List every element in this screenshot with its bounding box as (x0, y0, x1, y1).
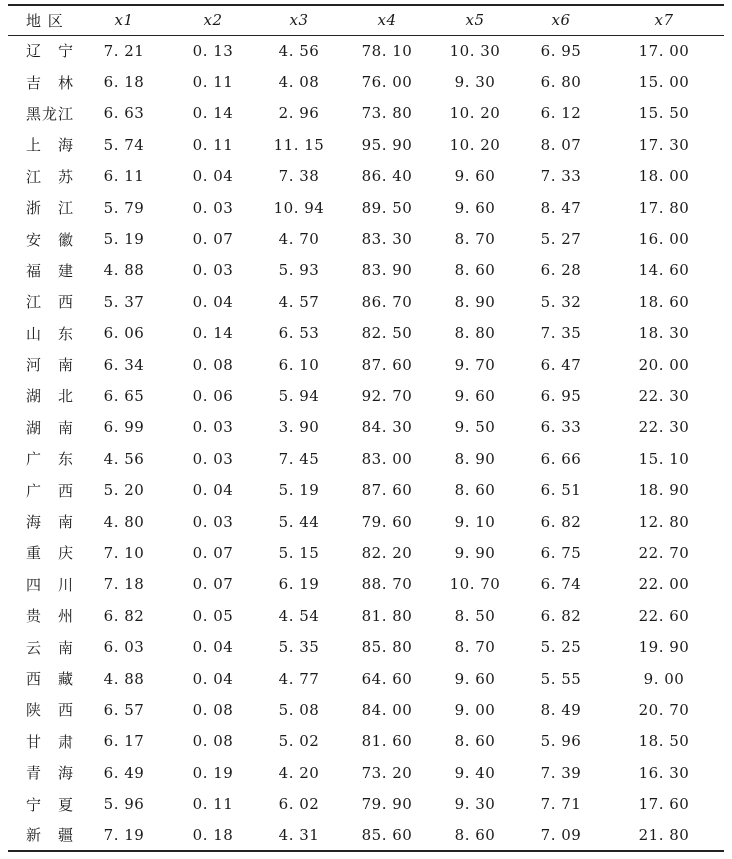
cell-x3: 5. 94 (278, 386, 320, 405)
cell-x7: 15. 10 (638, 449, 690, 468)
cell-x4: 87. 60 (361, 355, 413, 374)
cell-x4: 76. 00 (361, 73, 413, 92)
cell-x5: 9. 60 (454, 669, 496, 688)
cell-x3: 11. 15 (273, 135, 325, 154)
cell-x7: 18. 30 (638, 324, 690, 343)
cell-x1: 6. 34 (103, 355, 145, 374)
cell-x7: 17. 60 (638, 795, 690, 814)
cell-x3: 5. 15 (278, 543, 320, 562)
cell-x2: 0. 07 (192, 575, 234, 594)
cell-x1: 5. 74 (103, 135, 145, 154)
cell-x1: 7. 10 (103, 543, 145, 562)
cell-x1: 5. 96 (103, 795, 145, 814)
cell-region: 云 南 (26, 638, 75, 657)
cell-x5: 8. 50 (454, 606, 496, 625)
cell-x3: 5. 19 (278, 481, 320, 500)
table-row (8, 474, 724, 505)
cell-x7: 22. 30 (638, 418, 690, 437)
cell-x3: 5. 02 (278, 732, 320, 751)
table-row (8, 35, 724, 66)
cell-x6: 6. 47 (540, 355, 582, 374)
table-row (8, 255, 724, 286)
cell-x7: 22. 00 (638, 575, 690, 594)
cell-x7: 21. 80 (638, 825, 690, 844)
cell-region: 宁 夏 (26, 795, 75, 814)
cell-region: 辽 宁 (26, 42, 75, 61)
cell-x2: 0. 04 (192, 669, 234, 688)
table-row (8, 569, 724, 600)
cell-x5: 9. 60 (454, 386, 496, 405)
cell-x7: 15. 50 (638, 104, 690, 123)
cell-x3: 6. 53 (278, 324, 320, 343)
table-row (8, 286, 724, 317)
cell-x7: 20. 00 (638, 355, 690, 374)
cell-x6: 6. 33 (540, 418, 582, 437)
cell-region: 江 西 (26, 293, 75, 312)
cell-x4: 86. 40 (361, 167, 413, 186)
cell-x5: 8. 90 (454, 292, 496, 311)
table-row (8, 318, 724, 349)
cell-x1: 4. 88 (103, 669, 145, 688)
column-header-x2: x2 (203, 11, 223, 30)
cell-x5: 9. 60 (454, 167, 496, 186)
cell-x7: 22. 60 (638, 606, 690, 625)
cell-x6: 5. 32 (540, 292, 582, 311)
cell-region: 广 西 (26, 481, 75, 500)
column-header-region: 地 区 (26, 11, 64, 30)
cell-x6: 7. 33 (540, 167, 582, 186)
cell-x6: 8. 47 (540, 198, 582, 217)
cell-x5: 10. 20 (449, 135, 501, 154)
cell-x5: 10. 20 (449, 104, 501, 123)
data-table-container (8, 4, 724, 852)
cell-x6: 7. 09 (540, 825, 582, 844)
cell-x7: 22. 70 (638, 543, 690, 562)
cell-x5: 9. 60 (454, 198, 496, 217)
cell-x4: 79. 60 (361, 512, 413, 531)
cell-x4: 81. 60 (361, 732, 413, 751)
cell-x3: 7. 45 (278, 449, 320, 468)
cell-x7: 12. 80 (638, 512, 690, 531)
cell-x5: 10. 30 (449, 41, 501, 60)
cell-x4: 73. 20 (361, 763, 413, 782)
cell-x4: 79. 90 (361, 795, 413, 814)
cell-x5: 9. 40 (454, 763, 496, 782)
cell-x6: 6. 12 (540, 104, 582, 123)
cell-x2: 0. 04 (192, 292, 234, 311)
cell-x2: 0. 03 (192, 261, 234, 280)
table-row (8, 349, 724, 380)
cell-x3: 4. 20 (278, 763, 320, 782)
cell-region: 陕 西 (26, 701, 75, 720)
cell-x3: 7. 38 (278, 167, 320, 186)
cell-x7: 22. 30 (638, 386, 690, 405)
cell-x5: 9. 70 (454, 355, 496, 374)
cell-x1: 4. 80 (103, 512, 145, 531)
cell-x2: 0. 08 (192, 355, 234, 374)
table-row (8, 412, 724, 443)
cell-x4: 81. 80 (361, 606, 413, 625)
cell-x4: 64. 60 (361, 669, 413, 688)
cell-x3: 6. 02 (278, 795, 320, 814)
cell-x6: 6. 51 (540, 481, 582, 500)
cell-region: 重 庆 (26, 544, 75, 563)
cell-x7: 17. 30 (638, 135, 690, 154)
cell-region: 黑龙江 (26, 104, 75, 123)
cell-x4: 85. 80 (361, 638, 413, 657)
cell-x7: 14. 60 (638, 261, 690, 280)
cell-x7: 17. 80 (638, 198, 690, 217)
cell-x5: 9. 50 (454, 418, 496, 437)
cell-x1: 6. 18 (103, 73, 145, 92)
cell-x6: 6. 28 (540, 261, 582, 280)
table-row (8, 537, 724, 568)
cell-x1: 5. 20 (103, 481, 145, 500)
cell-x4: 95. 90 (361, 135, 413, 154)
cell-x1: 4. 88 (103, 261, 145, 280)
table-header-row (8, 5, 724, 35)
cell-x6: 6. 82 (540, 512, 582, 531)
cell-x7: 17. 00 (638, 41, 690, 60)
cell-region: 湖 南 (26, 418, 75, 437)
cell-x3: 10. 94 (273, 198, 325, 217)
cell-x5: 8. 90 (454, 449, 496, 468)
cell-x3: 4. 56 (278, 41, 320, 60)
cell-x2: 0. 04 (192, 481, 234, 500)
table-row (8, 788, 724, 819)
cell-x4: 83. 30 (361, 230, 413, 249)
cell-x1: 5. 19 (103, 230, 145, 249)
cell-x2: 0. 07 (192, 543, 234, 562)
cell-x2: 0. 13 (192, 41, 234, 60)
cell-region: 山 东 (26, 324, 75, 343)
cell-x3: 6. 10 (278, 355, 320, 374)
cell-x2: 0. 03 (192, 449, 234, 468)
cell-x6: 6. 80 (540, 73, 582, 92)
cell-region: 安 徽 (26, 230, 75, 249)
cell-x1: 4. 56 (103, 449, 145, 468)
cell-x3: 4. 70 (278, 230, 320, 249)
cell-region: 湖 北 (26, 387, 75, 406)
cell-x1: 6. 49 (103, 763, 145, 782)
cell-x6: 6. 74 (540, 575, 582, 594)
cell-x1: 6. 06 (103, 324, 145, 343)
cell-x3: 5. 44 (278, 512, 320, 531)
cell-x1: 7. 21 (103, 41, 145, 60)
cell-x4: 73. 80 (361, 104, 413, 123)
table-row (8, 726, 724, 757)
table-row (8, 223, 724, 254)
cell-x2: 0. 19 (192, 763, 234, 782)
cell-x1: 6. 17 (103, 732, 145, 751)
cell-x5: 8. 80 (454, 324, 496, 343)
cell-x1: 6. 82 (103, 606, 145, 625)
cell-x5: 9. 30 (454, 73, 496, 92)
cell-x3: 4. 08 (278, 73, 320, 92)
cell-x6: 7. 35 (540, 324, 582, 343)
cell-x6: 7. 71 (540, 795, 582, 814)
cell-x4: 78. 10 (361, 41, 413, 60)
cell-x6: 5. 55 (540, 669, 582, 688)
cell-x2: 0. 18 (192, 825, 234, 844)
cell-x7: 18. 90 (638, 481, 690, 500)
cell-x2: 0. 11 (192, 73, 234, 92)
cell-region: 吉 林 (26, 73, 75, 92)
cell-x4: 92. 70 (361, 386, 413, 405)
table-row (8, 757, 724, 788)
table-row (8, 663, 724, 694)
cell-region: 四 川 (26, 575, 75, 594)
cell-x4: 85. 60 (361, 825, 413, 844)
cell-x1: 6. 63 (103, 104, 145, 123)
cell-x1: 7. 18 (103, 575, 145, 594)
cell-x5: 9. 90 (454, 543, 496, 562)
cell-x3: 5. 08 (278, 700, 320, 719)
cell-x4: 82. 50 (361, 324, 413, 343)
cell-region: 广 东 (26, 450, 75, 469)
cell-x6: 8. 49 (540, 700, 582, 719)
column-header-x7: x7 (654, 11, 674, 30)
cell-region: 海 南 (26, 513, 75, 532)
table-row (8, 631, 724, 662)
cell-region: 浙 江 (26, 199, 75, 218)
cell-x2: 0. 08 (192, 732, 234, 751)
table-row (8, 600, 724, 631)
regional-indicators-table (8, 4, 724, 852)
cell-x5: 9. 10 (454, 512, 496, 531)
cell-x7: 20. 70 (638, 700, 690, 719)
cell-region: 河 南 (26, 356, 75, 375)
cell-x1: 6. 11 (103, 167, 145, 186)
cell-x4: 83. 90 (361, 261, 413, 280)
cell-x5: 8. 70 (454, 230, 496, 249)
cell-x4: 86. 70 (361, 292, 413, 311)
cell-region: 福 建 (26, 261, 75, 280)
cell-x5: 8. 60 (454, 261, 496, 280)
cell-x7: 18. 00 (638, 167, 690, 186)
cell-region: 甘 肃 (26, 732, 75, 751)
cell-x2: 0. 08 (192, 700, 234, 719)
column-header-x5: x5 (465, 11, 485, 30)
cell-x4: 83. 00 (361, 449, 413, 468)
cell-x5: 8. 60 (454, 481, 496, 500)
cell-x1: 5. 37 (103, 292, 145, 311)
cell-x5: 8. 70 (454, 638, 496, 657)
cell-x5: 9. 00 (454, 700, 496, 719)
table-row (8, 66, 724, 97)
cell-x5: 8. 60 (454, 732, 496, 751)
cell-x2: 0. 14 (192, 104, 234, 123)
cell-region: 上 海 (26, 136, 75, 155)
cell-x2: 0. 14 (192, 324, 234, 343)
cell-x1: 7. 19 (103, 825, 145, 844)
cell-x7: 18. 60 (638, 292, 690, 311)
cell-x3: 4. 31 (278, 825, 320, 844)
cell-region: 江 苏 (26, 167, 75, 186)
cell-x1: 6. 03 (103, 638, 145, 657)
cell-region: 青 海 (26, 764, 75, 783)
cell-x7: 18. 50 (638, 732, 690, 751)
cell-x3: 4. 57 (278, 292, 320, 311)
column-header-x3: x3 (289, 11, 309, 30)
cell-x5: 8. 60 (454, 825, 496, 844)
cell-x4: 89. 50 (361, 198, 413, 217)
cell-x3: 4. 77 (278, 669, 320, 688)
cell-x6: 5. 25 (540, 638, 582, 657)
cell-x6: 5. 27 (540, 230, 582, 249)
cell-x4: 87. 60 (361, 481, 413, 500)
cell-x7: 16. 30 (638, 763, 690, 782)
column-header-x1: x1 (114, 11, 134, 30)
cell-x2: 0. 06 (192, 386, 234, 405)
table-row (8, 443, 724, 474)
cell-x7: 9. 00 (643, 669, 685, 688)
cell-region: 新 疆 (26, 826, 75, 845)
table-row (8, 694, 724, 725)
cell-x2: 0. 11 (192, 135, 234, 154)
cell-x3: 5. 93 (278, 261, 320, 280)
cell-x6: 6. 75 (540, 543, 582, 562)
cell-x3: 4. 54 (278, 606, 320, 625)
table-row (8, 380, 724, 411)
cell-x3: 3. 90 (278, 418, 320, 437)
table-row (8, 129, 724, 160)
cell-x3: 6. 19 (278, 575, 320, 594)
cell-x6: 6. 95 (540, 41, 582, 60)
cell-x4: 84. 30 (361, 418, 413, 437)
cell-x2: 0. 04 (192, 638, 234, 657)
cell-region: 贵 州 (26, 607, 75, 626)
cell-x2: 0. 11 (192, 795, 234, 814)
cell-x1: 5. 79 (103, 198, 145, 217)
cell-x5: 10. 70 (449, 575, 501, 594)
cell-x6: 7. 39 (540, 763, 582, 782)
column-header-x6: x6 (551, 11, 571, 30)
cell-x4: 88. 70 (361, 575, 413, 594)
table-body (8, 35, 724, 851)
cell-x3: 5. 35 (278, 638, 320, 657)
cell-x5: 9. 30 (454, 795, 496, 814)
cell-x3: 2. 96 (278, 104, 320, 123)
cell-region: 西 藏 (26, 670, 75, 688)
cell-x2: 0. 03 (192, 418, 234, 437)
cell-x6: 6. 95 (540, 386, 582, 405)
cell-x6: 8. 07 (540, 135, 582, 154)
cell-x1: 6. 65 (103, 386, 145, 405)
cell-x7: 19. 90 (638, 638, 690, 657)
cell-x1: 6. 57 (103, 700, 145, 719)
table-row (8, 192, 724, 223)
cell-x2: 0. 03 (192, 512, 234, 531)
column-header-x4: x4 (377, 11, 397, 30)
cell-x2: 0. 07 (192, 230, 234, 249)
table-row (8, 161, 724, 192)
cell-x2: 0. 03 (192, 198, 234, 217)
cell-x7: 15. 00 (638, 73, 690, 92)
table-row (8, 506, 724, 537)
table-row (8, 98, 724, 129)
cell-x7: 16. 00 (638, 230, 690, 249)
cell-x4: 84. 00 (361, 700, 413, 719)
table-row (8, 820, 724, 851)
cell-x1: 6. 99 (103, 418, 145, 437)
cell-x6: 5. 96 (540, 732, 582, 751)
cell-x2: 0. 05 (192, 606, 234, 625)
cell-x6: 6. 66 (540, 449, 582, 468)
cell-x4: 82. 20 (361, 543, 413, 562)
cell-x6: 6. 82 (540, 606, 582, 625)
cell-x2: 0. 04 (192, 167, 234, 186)
